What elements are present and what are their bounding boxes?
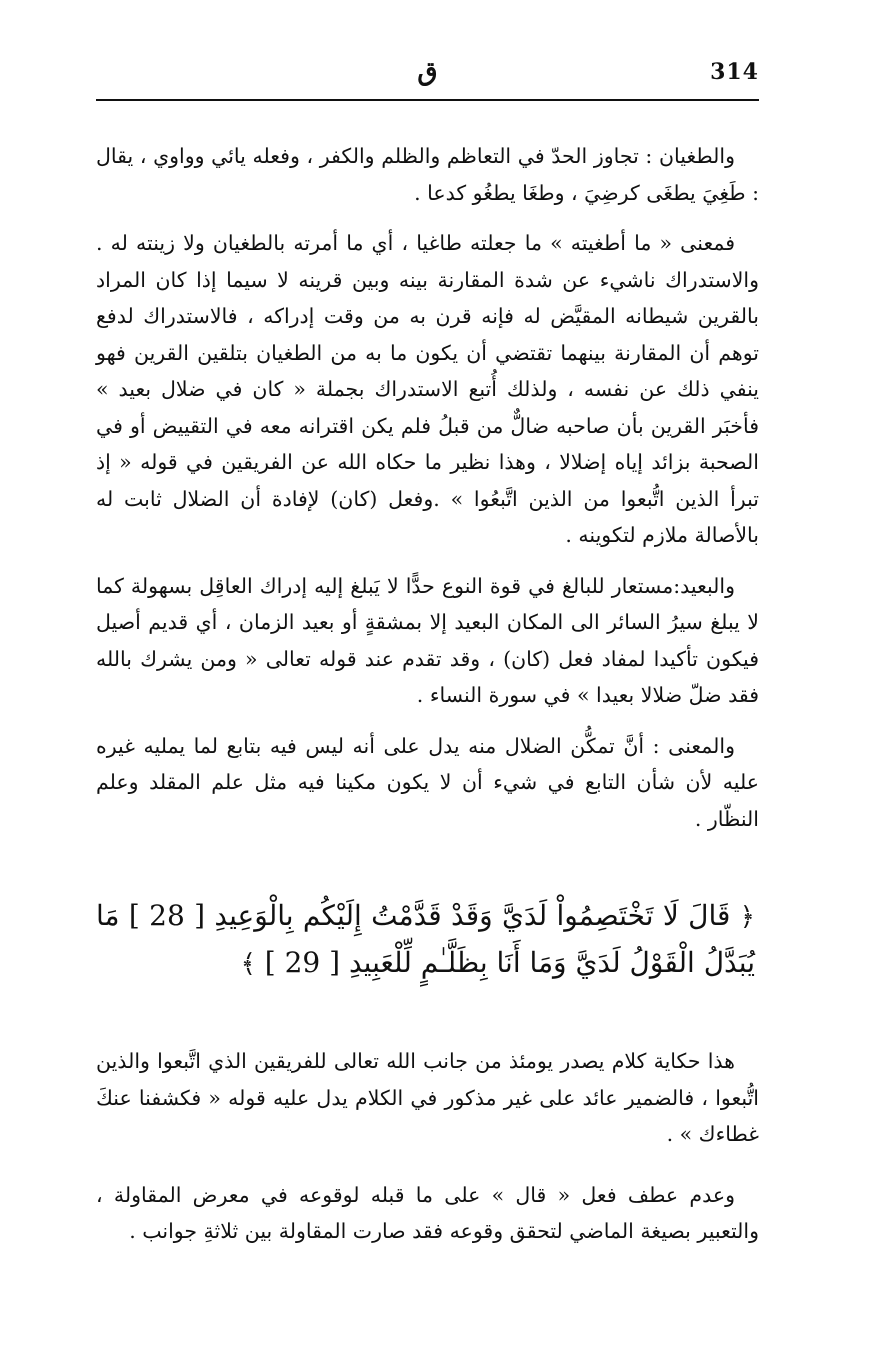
paragraph-istidrak: فمعنى « ما أطغيته » ما جعلته طاغيا ، أي ما أمرته بالطغيان ولا زينته له . والاستدراك ناشيء عن شدة المقارنة بينه وبين قرينه لا سيما إذا كان المراد بالقرين شيطانه المقيَّض له فإنه قرن به من وقت إدراكه ، فالاستدراك لدفع توهم أن المقارنة بينهما تقتضي أن يكون ما به من الطغيان بتلقين القرين فهو ينفي ذلك عن نفسه ، ولذلك أُتبع الاستدراك بجملة « كان في ضلال بعيد » فأخبَر القرين بأن صاحبه ضالٌّ من قبلُ فلم يكن اقترانه معه في التقييض أو في الصحبة بزائد إياه إضلالا ، وهذا نظير ما حكاه الله عن الفريقين في قوله « إذ تبرأ الذين اتُّبعوا من الذين اتَّبعُوا » .وفعل (كان) لإفادة أن الضلال ثابت له بالأصالة ملازم لتكوينه .	[96, 231, 759, 547]
verse-open-bracket: ﴿	[739, 902, 755, 932]
page-header	[96, 55, 759, 101]
verse-number-28: [ 28 ]	[128, 899, 206, 932]
paragraph-maana: والمعنى : أنَّ تمكُّن الضلال منه يدل على أنه ليس فيه بتابع لما يمليه غيره عليه لأن شأن التابع في شيء أن لا يكون مكينا فيه مثل علم المقلد وعلم النظّار .	[96, 733, 759, 831]
paragraph-tughyan: والطغيان : تجاوز الحدّ في التعاظم والظلم والكفر ، وفعله يائي وواوي ، يقال : طَغِيَ يطغَى كرضِيَ ، وطغَا يطغُو كدعا .	[96, 144, 759, 205]
verse-text-28: قَالَ لَا تَخْتَصِمُواْ لَدَيَّ وَقَدْ قَدَّمْتُ إِلَيْكُم بِالْوَعِيدِ	[214, 899, 731, 932]
verse-close-bracket: ﴾	[240, 949, 256, 979]
verse-number-29: [ 29 ]	[264, 946, 341, 979]
paragraph-hikaya: هذا حكاية كلام يصدر يومئذ من جانب الله تعالى للفريقين الذي اتَّبعوا والذين اتُّبعوا ، فالضمير عائد على غير مذكور في الكلام يدل عليه قوله « فكشفنا عنكَ غطاءك » .	[96, 1049, 759, 1146]
verse-text-29: مَا يُبَدَّلُ الْقَوْلُ لَدَيَّ وَمَا أَنَا بِظَلَّـٰمٍ لِّلْعَبِيدِ	[96, 899, 755, 979]
paragraph-baeed: والبعيد:مستعار للبالغ في قوة النوع حدًّا لا يَبلغ إليه إدراك العاقِل بسهولة كما لا يبلغ سيرُ السائر الى المكان البعيد إلا بمشقةٍ أو بعيد الزمان ، أي قديم أصيل فيكون تأكيدا لمفاد فعل (كان) ، وقد تقدم عند قوله تعالى « ومن يشرك بالله فقد ضلّ ضلالا بعيدا » في سورة النساء .	[96, 573, 759, 707]
running-title: ق	[417, 57, 438, 87]
page-body	[96, 138, 759, 1250]
quran-verse	[96, 893, 759, 987]
page-number: 314	[710, 59, 759, 85]
paragraph-atf: وعدم عطف فعل « قال » على ما قبله لوقوعه في معرض المقاولة ، والتعبير بصيغة الماضي لتحقق وقوعه فقد صارت المقاولة بين ثلاثةِ جوانب .	[96, 1182, 759, 1243]
